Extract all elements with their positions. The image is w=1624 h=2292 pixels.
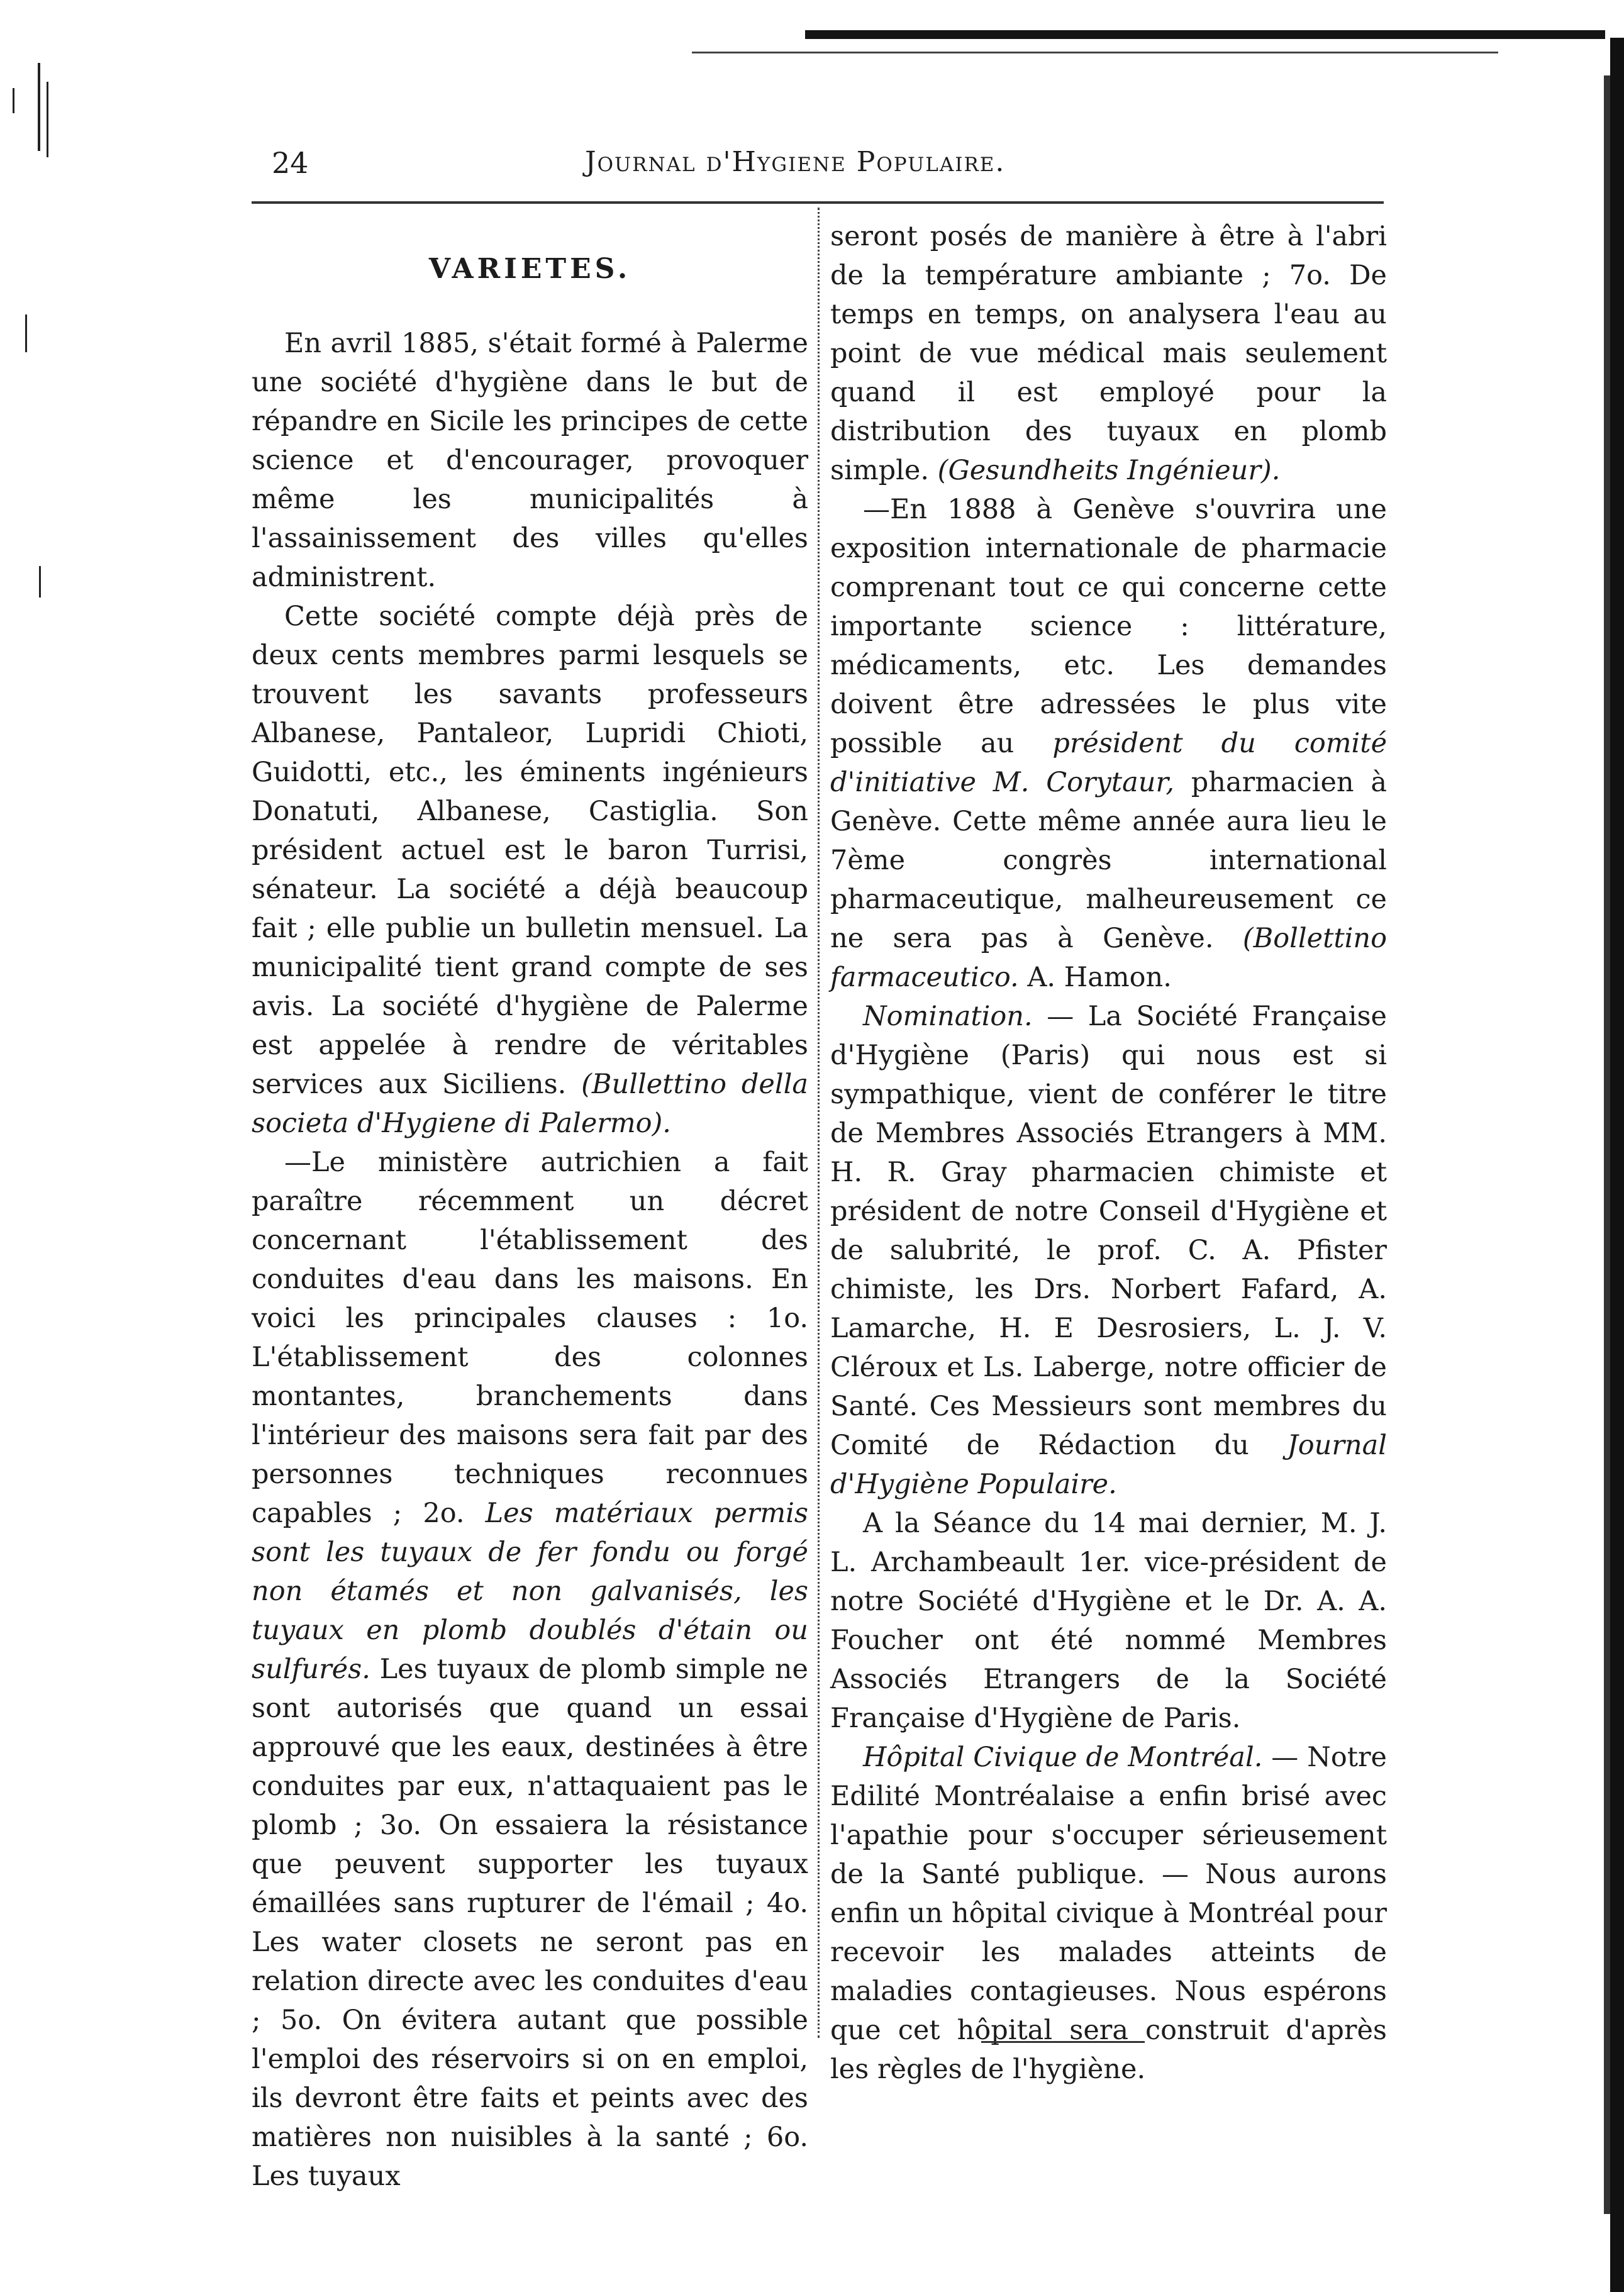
citation-gesundheits: (Gesundheits Ingénieur). bbox=[937, 455, 1281, 486]
paragraph-societe bbox=[252, 597, 808, 1143]
paragraph-ministere-text: —Le ministère autrichien a fait paraître récemment un décret concernant l'établissement des conduites d'eau dans les maisons. En voici les principales clauses : 1o. L'établissement des colonnes montantes, branchements dans l'intérieur des maisons sera fait par des personnes techniques reconnues capables ; 2o. bbox=[252, 1147, 808, 1529]
column-divider bbox=[818, 208, 820, 2038]
scan-left-marks bbox=[0, 0, 57, 755]
running-head: Journal d'Hygiene Populaire. bbox=[585, 146, 1006, 178]
paragraph-hopital bbox=[830, 1738, 1387, 2089]
nomination-label: Nomination. bbox=[863, 1001, 1033, 1032]
citation-bullettino: (Bullettino della societa d'Hygiene di Palermo). bbox=[252, 1069, 808, 1139]
paragraph-nomination bbox=[830, 997, 1387, 1504]
hopital-label: Hôpital Civique de Montréal. bbox=[863, 1742, 1263, 1773]
citation-bollettino: (Bollettino farmaceutico. bbox=[830, 923, 1388, 993]
materiaux-clause: Les matériaux permis sont les tuyaux de fer fondu ou forgé non étamés et non galvanisés, les tuyaux en plomb doublés d'étain ou sulfurés. bbox=[252, 1498, 808, 1685]
hopital-text: — Notre Edilité Montréalaise a enfin brisé avec l'apathie pour s'occuper sérieusement de la Santé publique. — Nous aurons enfin un hôpital civique à Montréal pour recevoir les malades atteints de maladies contagieuses. Nous espérons que cet hôpital sera construit d'après les règles de l'hygiène. bbox=[830, 1742, 1387, 2085]
geneve-president: président du comité d'initiative M. Corytaur, bbox=[830, 728, 1388, 798]
nomination-text: — La Société Française d'Hygiène (Paris) qui nous est si sympathique, vient de conférer le titre de Membres Associés Etrangers à MM. H. R. Gray pharmacien chimiste et président de notre Conseil d'Hygiène et de salubrité, le prof. C. A. Pfister chimiste, les Drs. Norbert Fafard, A. Lamarche, H. E Desrosiers, L. J. V. Cléroux et Ls. Laberge, notre officier de Santé. Ces Messieurs sont membres du Comité de Rédaction du bbox=[830, 1001, 1387, 1461]
scan-top-artifact-line bbox=[692, 52, 1498, 53]
section-title: VARIETES. bbox=[428, 253, 631, 285]
geneve-rest: pharmacien à Genève. Cette même année aura lieu le 7ème congrès international pharmaceutique, malheureusement ce ne sera pas à Genève. bbox=[830, 767, 1387, 954]
continuation-text: seront posés de manière à être à l'abri de la température ambiante ; 7o. De temps en temps, on analysera l'eau au point de vue médical mais seulement quand il est employé pour la distribution des tuyaux en plomb simple. bbox=[830, 221, 1387, 486]
page-number: 24 bbox=[272, 146, 309, 180]
left-column bbox=[252, 217, 808, 2196]
paragraph-ministere bbox=[252, 1143, 808, 2196]
end-rule bbox=[981, 2041, 1145, 2043]
right-column bbox=[830, 217, 1387, 2089]
paragraph-geneve bbox=[830, 490, 1387, 997]
header-rule bbox=[252, 201, 1384, 204]
paragraph-seance: A la Séance du 14 mai dernier, M. J. L. Archambeault 1er. vice-président de notre Société d'Hygiène et le Dr. A. A. Foucher ont été nommé Membres Associés Etrangers de la Société Française d'Hygiène de Paris. bbox=[830, 1508, 1387, 1734]
paragraph-palerme: En avril 1885, s'était formé à Palerme une société d'hygiène dans le but de répandre en Sicile les principes de cette science et d'encourager, provoquer même les municipalités à l'assainissement des villes qu'elles administrent. bbox=[252, 328, 808, 593]
paragraph-tuyaux-text: Les tuyaux de plomb simple ne sont autorisés que quand un essai approuvé que les eaux, destinées à être conduites par eux, n'attaquaient pas le plomb ; 3o. On essaiera la résistance que peuvent supporter les tuyaux émaillées sans rupturer de l'émail ; 4o. Les water closets ne seront pas en relation directe avec les conduites d'eau ; 5o. On évitera autant que possible l'emploi des réservoirs si on en emploi, ils devront être faits et peints avec des matières non nuisibles à la santé ; 6o. Les tuyaux bbox=[252, 1654, 808, 2192]
signature-hamon: A. Hamon. bbox=[1027, 962, 1172, 993]
scan-edge-shadow-inner bbox=[1604, 75, 1610, 2214]
paragraph-continuation bbox=[830, 217, 1387, 490]
geneve-text: —En 1888 à Genève s'ouvrira une exposition internationale de pharmacie comprenant tout ce qui concerne cette importante science : littérature, médicaments, etc. Les demandes doivent être adressées le plus vite possible au bbox=[830, 494, 1387, 759]
scan-edge-shadow bbox=[1610, 38, 1624, 2292]
scan-top-artifact bbox=[805, 30, 1605, 39]
paragraph-societe-text: Cette société compte déjà près de deux cents membres parmi lesquels se trouvent les savants professeurs Albanese, Pantaleor, Lupridi Chioti, Guidotti, etc., les éminents ingénieurs Donatuti, Albanese, Castiglia. Son président actuel est le baron Turrisi, sénateur. La société a déjà beaucoup fait ; elle publie un bulletin mensuel. La municipalité tient grand compte de ses avis. La société d'hygiène de Palerme est appelée à rendre de véritables services aux Siciliens. bbox=[252, 601, 808, 1100]
journal-title: Journal d'Hygiène Populaire. bbox=[830, 1430, 1387, 1500]
